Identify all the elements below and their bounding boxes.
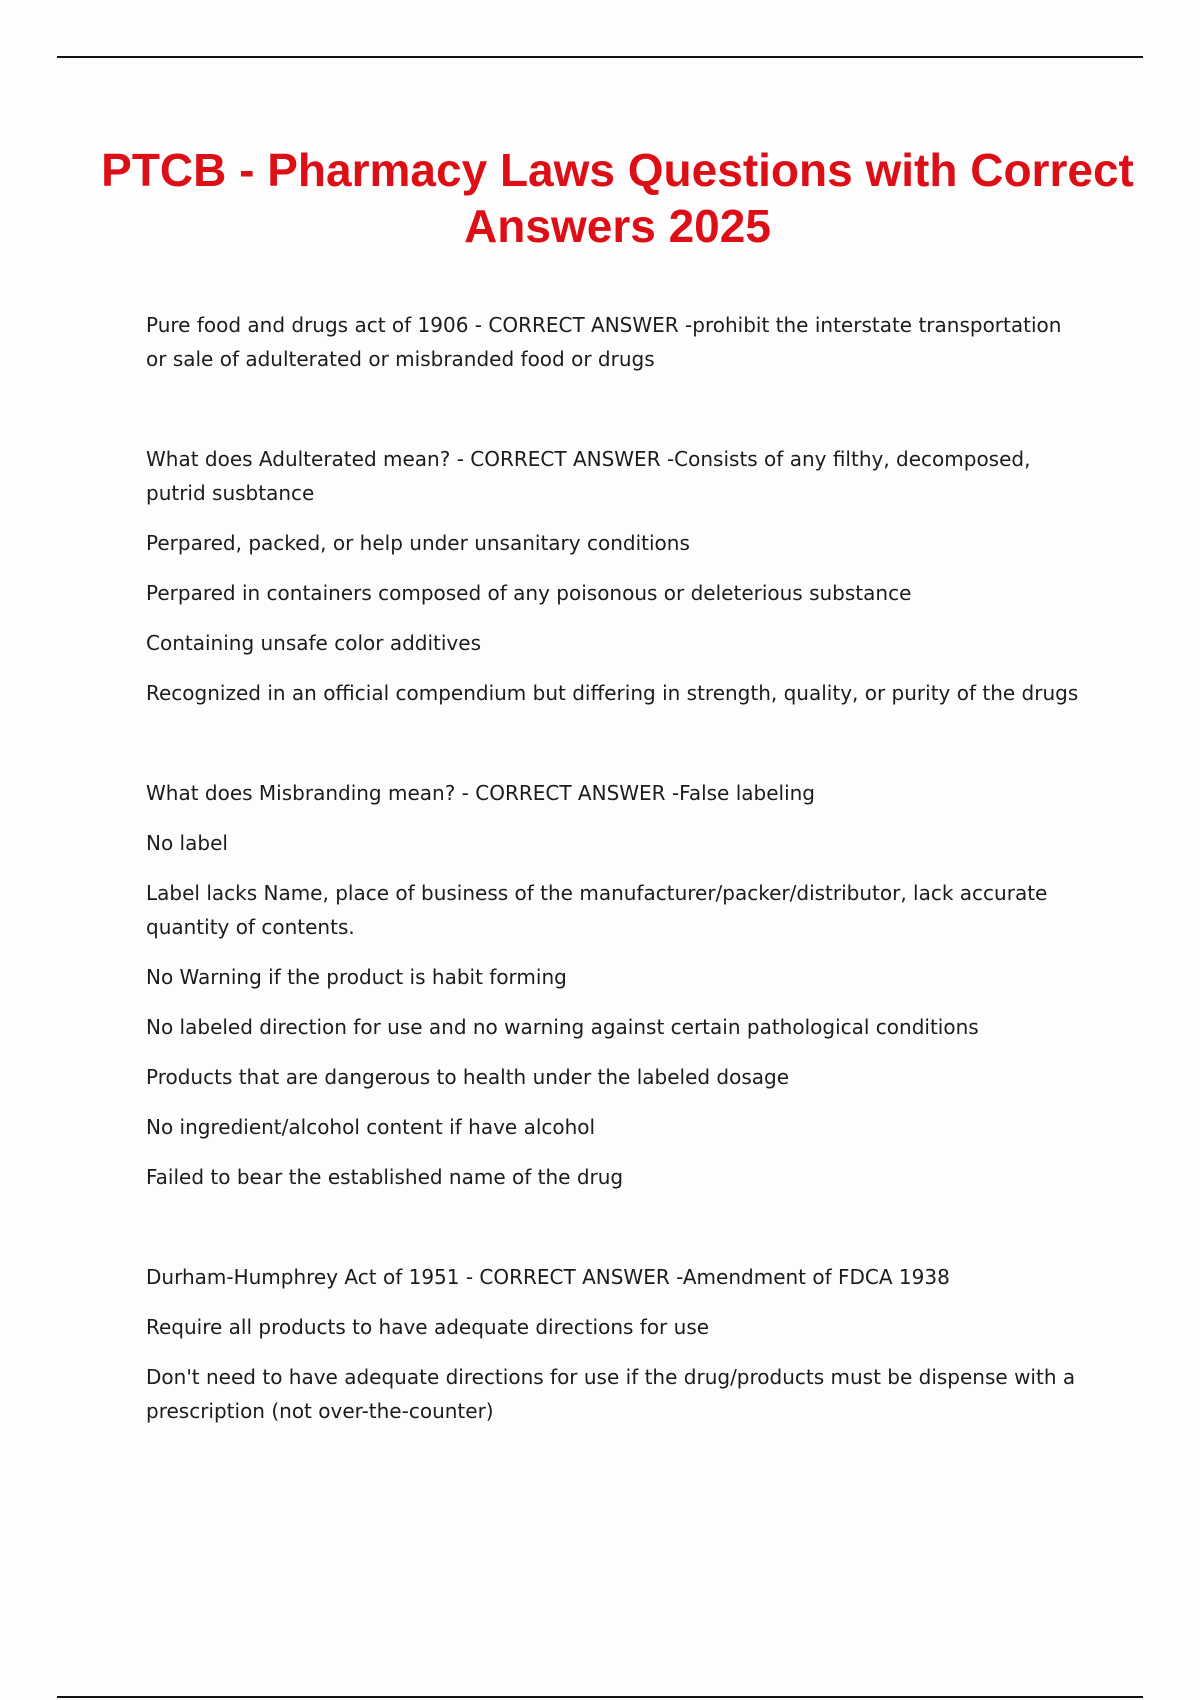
misbranding-detail: No ingredient/alcohol content if have alcohol <box>146 1115 596 1139</box>
misbranding-detail: No Warning if the product is habit forming <box>146 965 567 989</box>
document-body <box>146 308 1086 1444</box>
qa-misbranding: What does Misbranding mean? - CORRECT ANSWER -False labeling <box>146 781 816 805</box>
misbranding-detail: Label lacks Name, place of business of the manufacturer/packer/distributor, lack accurate quantity of contents. <box>146 881 1048 939</box>
section-spacer <box>146 1210 1086 1260</box>
top-divider <box>57 56 1143 58</box>
durham-humphrey-detail: Don't need to have adequate directions for use if the drug/products must be dispense with a prescription (not over-the-counter) <box>146 1365 1076 1423</box>
adulterated-detail: Containing unsafe color additives <box>146 631 481 655</box>
misbranding-detail: Failed to bear the established name of the drug <box>146 1165 624 1189</box>
adulterated-detail: Recognized in an official compendium but differing in strength, quality, or purity of the drugs <box>146 681 1079 705</box>
misbranding-detail: Products that are dangerous to health under the labeled dosage <box>146 1065 790 1089</box>
adulterated-detail: Perpared, packed, or help under unsanitary conditions <box>146 531 690 555</box>
section-spacer <box>146 726 1086 776</box>
misbranding-detail: No label <box>146 831 228 855</box>
durham-humphrey-detail: Require all products to have adequate directions for use <box>146 1315 710 1339</box>
qa-pure-food-drugs-act: Pure food and drugs act of 1906 - CORRECT ANSWER -prohibit the interstate transportation or sale of adulterated or misbranded food or drugs <box>146 313 1062 371</box>
bottom-divider <box>57 1696 1143 1698</box>
qa-adulterated: What does Adulterated mean? - CORRECT ANSWER -Consists of any filthy, decomposed, putrid susbtance <box>146 447 1031 505</box>
document-title: PTCB - Pharmacy Laws Questions with Correct Answers 2025 <box>101 144 1134 252</box>
misbranding-detail: No labeled direction for use and no warning against certain pathological conditions <box>146 1015 979 1039</box>
section-spacer <box>146 392 1086 442</box>
qa-durham-humphrey-act: Durham-Humphrey Act of 1951 - CORRECT ANSWER -Amendment of FDCA 1938 <box>146 1265 950 1289</box>
adulterated-detail: Perpared in containers composed of any poisonous or deleterious substance <box>146 581 912 605</box>
